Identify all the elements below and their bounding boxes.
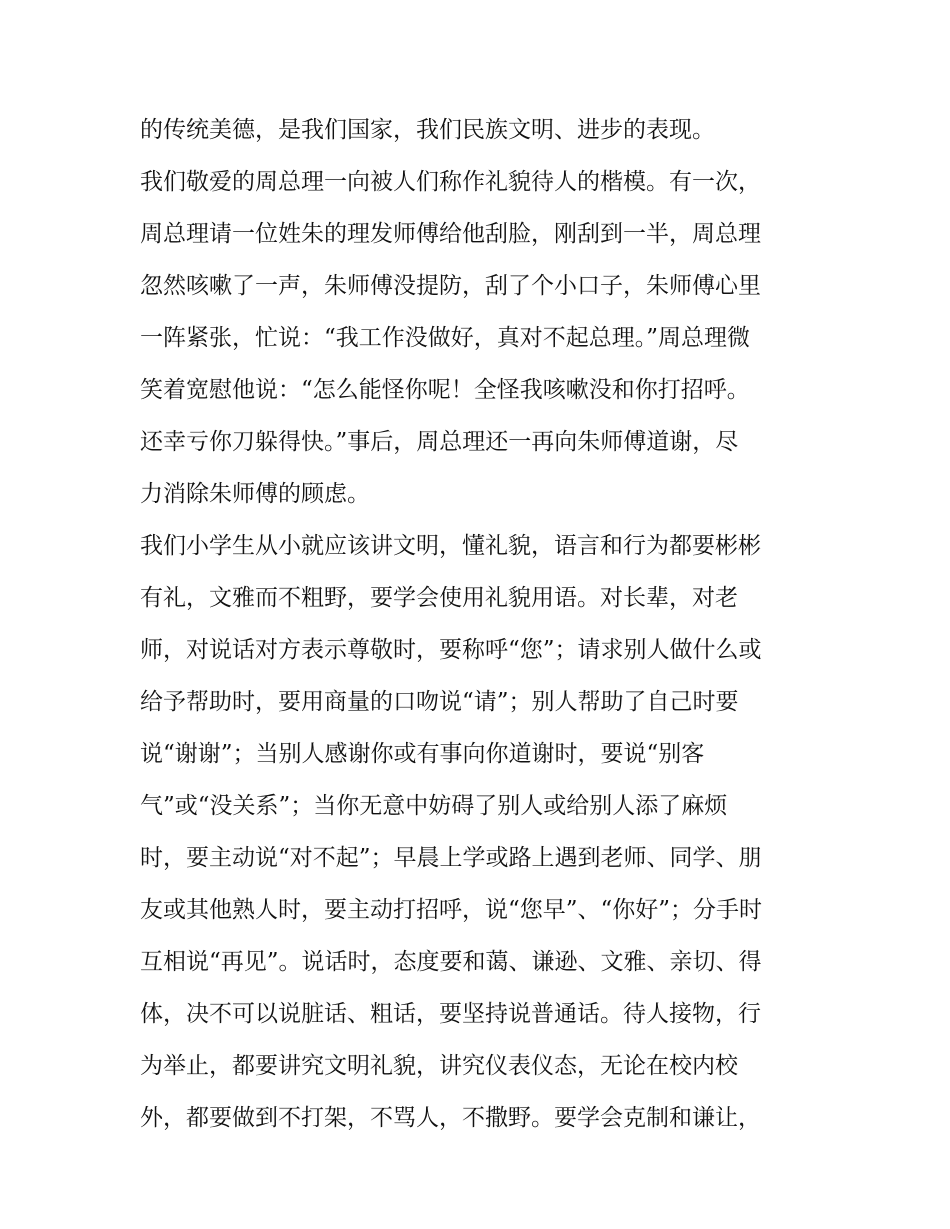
text-line: 气”或“没关系”；当你无意中妨碍了别人或给别人添了麻烦	[140, 793, 728, 819]
text-line: 还幸亏你刀躲得快。”事后，周总理还一再向朱师傅道谢，尽	[140, 429, 739, 455]
text-line: 体，决不可以说脏话、粗话，要坚持说普通话。待人接物，行	[140, 1001, 761, 1027]
text-line: 力消除朱师傅的顾虑。	[140, 481, 370, 507]
text-line: 说“谢谢”；当别人感谢你或有事向你道谢时，要说“别客	[140, 741, 705, 767]
text-line: 有礼，文雅而不粗野，要学会使用礼貌用语。对长辈，对老	[140, 585, 738, 611]
text-line: 给予帮助时，要用商量的口吻说“请”；别人帮助了自己时要	[140, 689, 739, 715]
text-line: 笑着宽慰他说：“怎么能怪你呢！全怪我咳嗽没和你打招呼。	[140, 377, 750, 403]
text-line: 周总理请一位姓朱的理发师傅给他刮脸，刚刮到一半，周总理	[140, 221, 761, 247]
text-line: 外，都要做到不打架，不骂人，不撒野。要学会克制和谦让，	[140, 1105, 761, 1131]
text-line: 我们小学生从小就应该讲文明，懂礼貌，语言和行为都要彬彬	[140, 533, 761, 559]
body-text	[140, 110, 830, 1150]
text-line: 一阵紧张，忙说：“我工作没做好，真对不起总理。”周总理微	[140, 325, 751, 351]
text-line: 为举止，都要讲究文明礼貌，讲究仪表仪态，无论在校内校	[140, 1053, 738, 1079]
text-line: 的传统美德，是我们国家，我们民族文明、进步的表现。	[140, 117, 715, 143]
text-line: 互相说“再见”。说话时，态度要和蔼、谦逊、文雅、亲切、得	[140, 949, 762, 975]
text-line: 我们敬爱的周总理一向被人们称作礼貌待人的楷模。有一次，	[140, 169, 761, 195]
text-line: 师，对说话对方表示尊敬时，要称呼“您”；请求别人做什么或	[140, 637, 762, 663]
text-line: 时，要主动说“对不起”；早晨上学或路上遇到老师、同学、朋	[140, 845, 762, 871]
text-line: 友或其他熟人时，要主动打招呼，说“您早”、“你好”；分手时	[140, 897, 763, 923]
text-line: 忽然咳嗽了一声，朱师傅没提防，刮了个小口子，朱师傅心里	[140, 273, 761, 299]
